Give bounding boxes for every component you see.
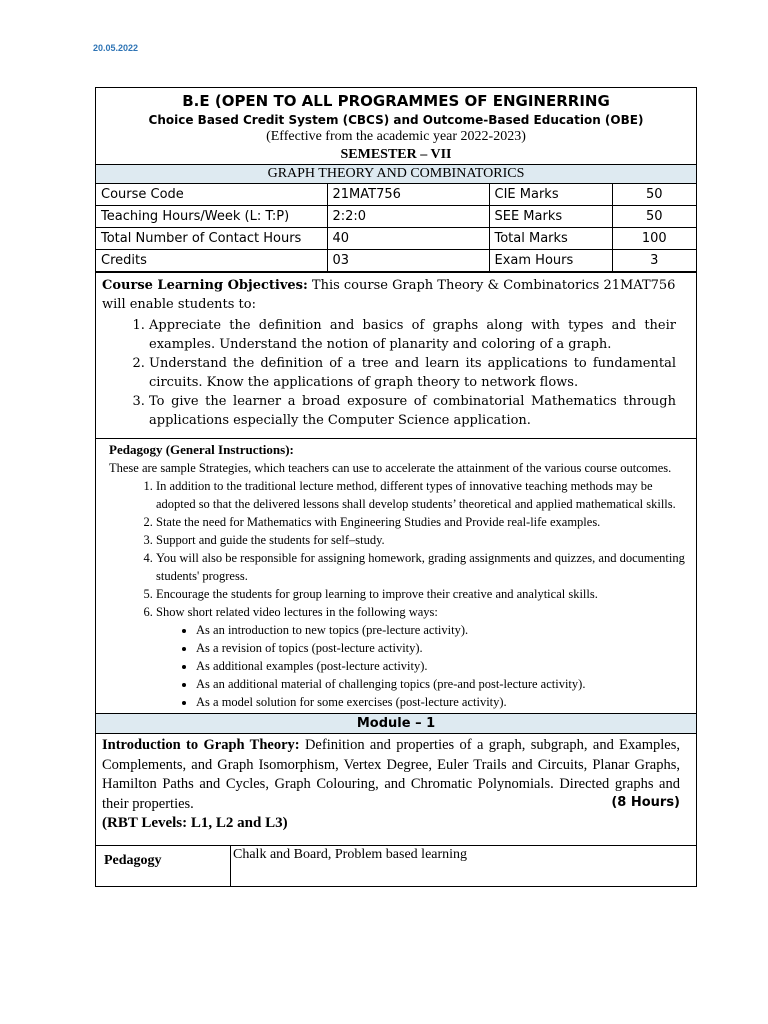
info-label-cell: Total Number of Contact Hours — [96, 228, 327, 250]
module-pedagogy-value: Chalk and Board, Problem based learning — [233, 847, 468, 862]
video-lecture-bullet: • As a model solution for some exercises (post-lecture activity). — [196, 693, 686, 711]
info-value-cell: 2:2:0 — [327, 206, 489, 228]
pedagogy-item-text: You will also be responsible for assigning homework, grading assignments and quizzes, and documenting students' progress. — [156, 551, 685, 583]
effective-year: (Effective from the academic year 2022-2023) — [266, 129, 526, 144]
syllabus-header — [96, 88, 696, 165]
pedagogy-item — [156, 477, 686, 513]
scheme-subtitle: Choice Based Credit System (CBCS) and Outcome-Based Education (OBE) — [148, 113, 644, 127]
objectives-list — [102, 316, 676, 430]
module-pedagogy-label: Pedagogy — [96, 846, 231, 886]
pedagogy-item-text: In addition to the traditional lecture method, different types of innovative teaching methods may be adopted so that the delivered lessons shall develop students’ theoretical and applied mathematical skills. — [156, 479, 676, 511]
pedagogy-item — [156, 549, 686, 585]
module-heading: Introduction to Graph Theory: — [102, 737, 300, 753]
objective-item: 2. Understand the definition of a tree and learn its applications to fundamental circuits. Know the applications of graph theory to network flows. — [149, 354, 676, 392]
pedagogy-list — [109, 477, 686, 711]
info-row — [96, 206, 696, 228]
pedagogy-intro: These are sample Strategies, which teachers can use to accelerate the attainment of the various course outcomes. — [109, 461, 672, 475]
objectives-label: Course Learning Objectives: — [102, 278, 308, 293]
info-row — [96, 250, 696, 272]
objective-item: 1. Appreciate the definition and basics of graphs along with types and their examples. Understand the notion of planarity and coloring of a graph. — [149, 316, 676, 354]
course-objectives — [96, 272, 696, 438]
pedagogy-item — [156, 531, 686, 549]
objectives-intro — [102, 276, 676, 314]
pedagogy-item — [156, 585, 686, 603]
pedagogy-item-text: Show short related video lectures in the following ways: — [156, 605, 438, 619]
pedagogy-item-text: State the need for Mathematics with Engineering Studies and Provide real-life examples. — [156, 515, 601, 529]
info-row — [96, 184, 696, 206]
module-pedagogy-row — [96, 845, 696, 886]
pedagogy-item-text: Encourage the students for group learning to improve their creative and analytical skills. — [156, 587, 598, 601]
objective-item: 3. To give the learner a broad exposure of combinatorial Mathematics through applications especially the Computer Science application. — [149, 392, 676, 430]
pedagogy-item — [156, 603, 686, 711]
info-value-cell: 100 — [612, 228, 696, 250]
module-content — [96, 733, 696, 845]
syllabus-frame — [95, 87, 697, 887]
pedagogy-item-text: Support and guide the students for self–study. — [156, 533, 385, 547]
video-lecture-bullet: • As a revision of topics (post-lecture activity). — [196, 639, 686, 657]
info-label-cell: Exam Hours — [489, 250, 612, 272]
pedagogy-item — [156, 513, 686, 531]
module-hours: (8 Hours) — [611, 794, 680, 810]
document-date: 20.05.2022 — [93, 43, 139, 53]
pedagogy-heading: Pedagogy (General Instructions): — [109, 442, 294, 457]
program-title: B.E (OPEN TO ALL PROGRAMMES OF ENGINERRING — [182, 92, 610, 110]
objectives-intro-text: This course Graph Theory & Combinatorics 21MAT756 will enable students to: — [102, 278, 676, 312]
video-lecture-bullet: • As an additional material of challenging topics (pre-and post-lecture activity). — [196, 675, 686, 693]
module-title: Module – 1 — [96, 713, 696, 733]
info-value-cell: 03 — [327, 250, 489, 272]
info-label-cell: Credits — [96, 250, 327, 272]
info-label-cell: Total Marks — [489, 228, 612, 250]
info-value-cell: 50 — [612, 184, 696, 206]
video-lecture-bullets — [156, 621, 686, 711]
course-info-table — [96, 184, 696, 272]
module-text — [102, 736, 680, 814]
info-label-cell: Course Code — [96, 184, 327, 206]
info-label-cell: SEE Marks — [489, 206, 612, 228]
info-value-cell: 21MAT756 — [327, 184, 489, 206]
info-row — [96, 228, 696, 250]
info-label-cell: Teaching Hours/Week (L: T:P) — [96, 206, 327, 228]
semester-label: SEMESTER – VII — [340, 147, 452, 162]
info-value-cell: 40 — [327, 228, 489, 250]
video-lecture-bullet: • As an introduction to new topics (pre-lecture activity). — [196, 621, 686, 639]
info-value-cell: 3 — [612, 250, 696, 272]
video-lecture-bullet: • As additional examples (post-lecture activity). — [196, 657, 686, 675]
module-description: Definition and properties of a graph, subgraph, and Examples, Complements, and Graph Isomorphism, Vertex Degree, Euler Trails and Circuits, Planar Graphs, Hamilton Paths and Cycles, Graph Colouring, and Chromatic Polynomials. Directed graphs and their properties. — [102, 737, 680, 812]
rbt-levels: (RBT Levels: L1, L2 and L3) — [102, 815, 288, 831]
pedagogy-section — [96, 438, 696, 713]
subject-title: GRAPH THEORY AND COMBINATORICS — [96, 165, 696, 184]
info-label-cell: CIE Marks — [489, 184, 612, 206]
info-value-cell: 50 — [612, 206, 696, 228]
